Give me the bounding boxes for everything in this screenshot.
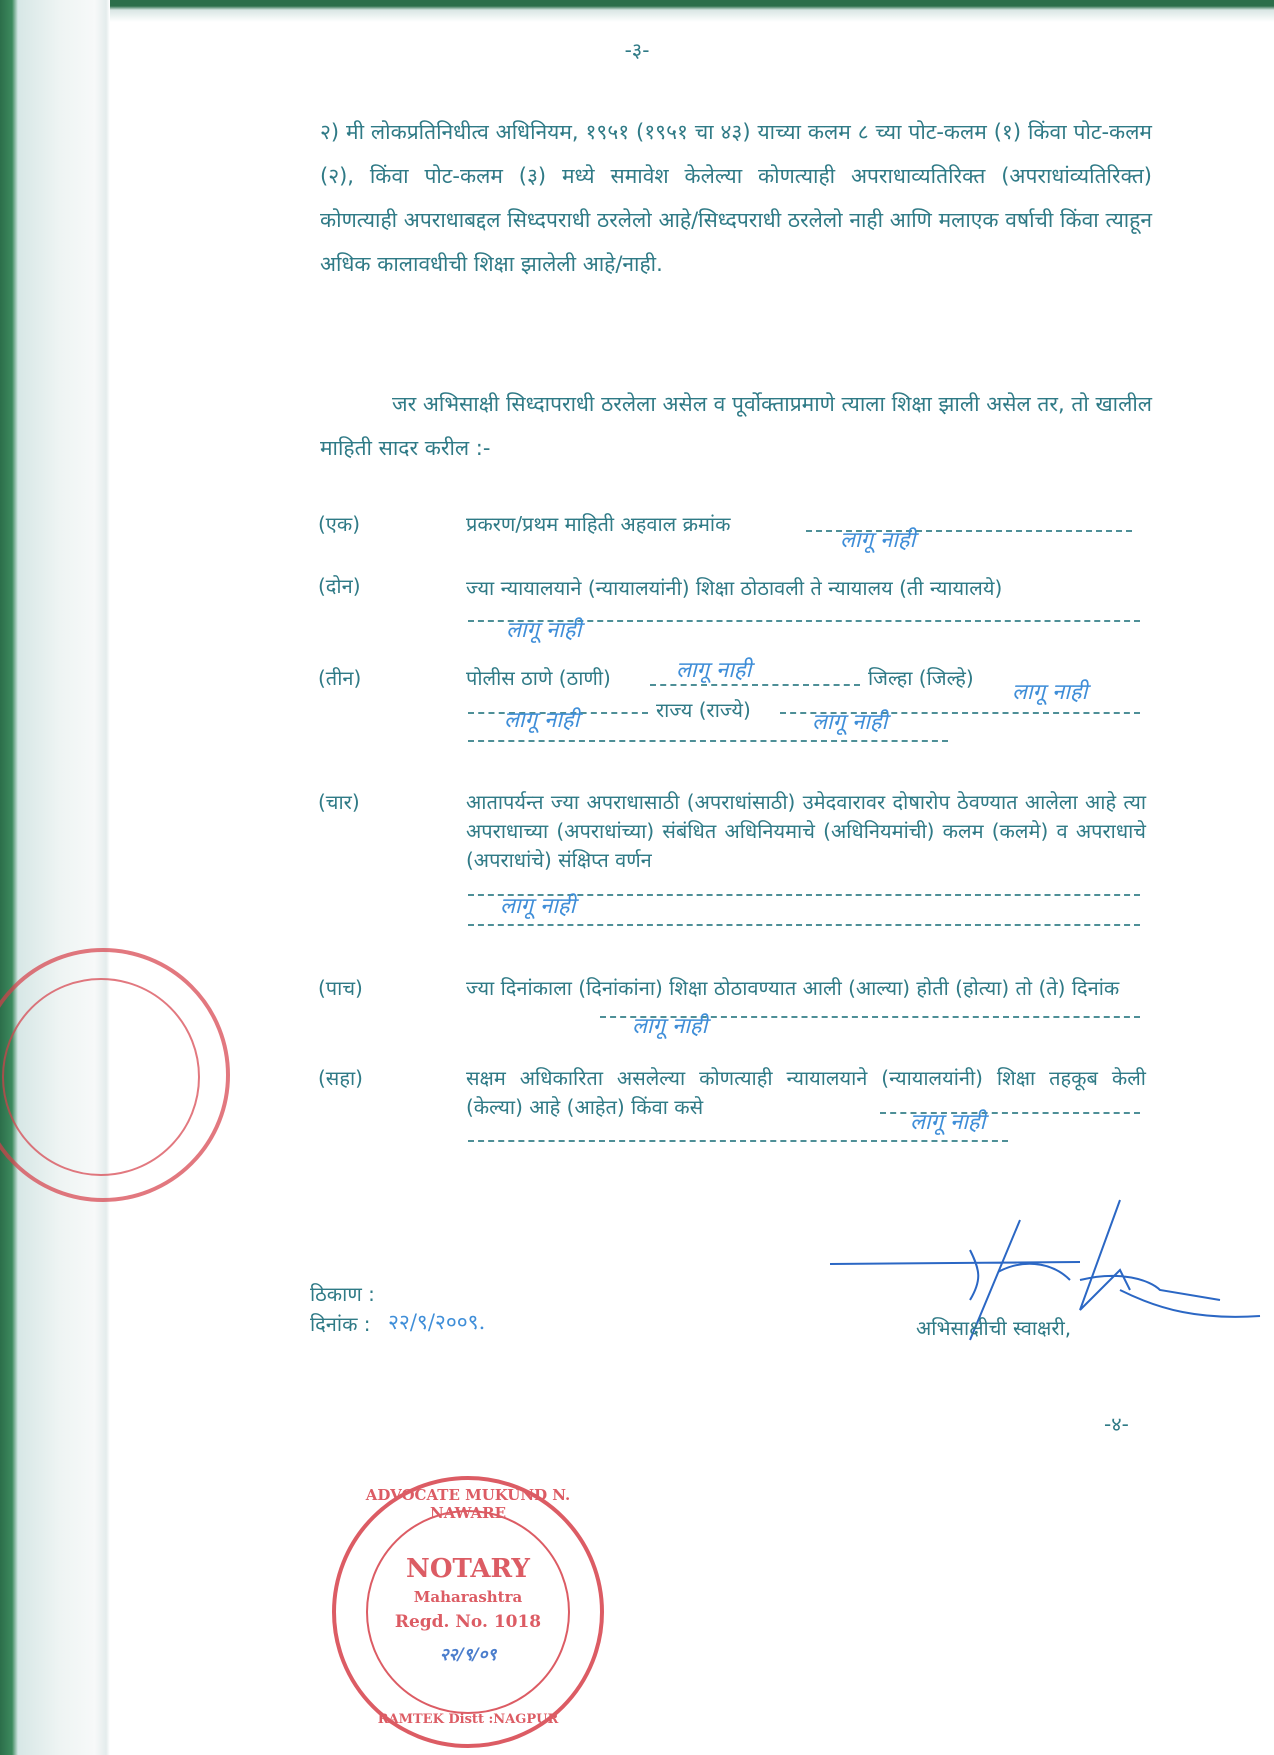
scan-top-edge	[0, 0, 1274, 22]
item-4-number: (चार)	[318, 790, 360, 814]
notary-stamp-partial	[0, 948, 230, 1202]
item-3-state-answer: लागू नाही	[812, 710, 888, 735]
next-page-number: -४-	[1104, 1412, 1129, 1436]
stamp-reg: Regd. No. 1018	[394, 1612, 542, 1632]
binding-edge	[0, 0, 110, 1755]
item-5-answer: लागू नाही	[632, 1014, 708, 1039]
stamp-title: NOTARY	[406, 1554, 530, 1584]
item-6-number: (सहा)	[318, 1066, 363, 1090]
item-3-state-prefix-answer: लागू नाही	[504, 708, 580, 733]
item-3-police-blank	[650, 684, 860, 686]
item-3-district-label: जिल्हा (जिल्हे)	[868, 666, 974, 690]
item-3-police-label: पोलीस ठाणे (ठाणी)	[466, 666, 611, 690]
stamp-place: RAMTEK Distt :NAGPUR	[377, 1712, 559, 1727]
item-3-extra-line	[468, 740, 948, 742]
item-1-text: प्रकरण/प्रथम माहिती अहवाल क्रमांक	[466, 512, 731, 536]
date-value: २२/९/२००९.	[388, 1310, 486, 1334]
item-6-blank-2	[468, 1140, 1008, 1142]
item-6-text: सक्षम अधिकारिता असलेल्या कोणत्याही न्यायालयाने (न्यायालयांनी) शिक्षा तहकूब केली (केल्या) आहे (आहेत) किंवा कसे	[466, 1066, 1146, 1119]
item-3-number: (तीन)	[318, 666, 362, 690]
item-1-number: (एक)	[318, 512, 361, 536]
item-1-answer: लागू नाही	[840, 528, 916, 553]
item-3-district-answer: लागू नाही	[1012, 680, 1088, 705]
instruction-paragraph: जर अभिसाक्षी सिध्दापराधी ठरलेला असेल व पूर्वोक्ताप्रमाणे त्याला शिक्षा झाली असेल तर, तो खालील माहिती सादर करील :-	[320, 392, 1152, 460]
item-5-number: (पाच)	[318, 976, 363, 1000]
place-label: ठिकाण :	[310, 1282, 375, 1306]
date-label: दिनांक :	[310, 1312, 371, 1336]
item-2-text: ज्या न्यायालयाने (न्यायालयांनी) शिक्षा ठोठावली ते न्यायालय (ती न्यायालये)	[466, 576, 1003, 600]
stamp-state: Maharashtra	[413, 1588, 523, 1606]
signature-label: अभिसाक्षीची स्वाक्षरी,	[916, 1316, 1072, 1340]
notary-stamp	[332, 1476, 604, 1748]
stamp-handwritten-date: २२/९/०९	[439, 1645, 497, 1665]
item-3-state-label: राज्य (राज्ये)	[656, 698, 751, 722]
declaration-paragraph: २) मी लोकप्रतिनिधीत्व अधिनियम, १९५१ (१९५१ चा ४३) याच्या कलम ८ च्या पोट-कलम (१) किंवा पोट-कलम (२), किंवा पोट-कलम (३) मध्ये समावेश केलेल्या कोणत्याही अपराधाव्यतिरिक्त (अपराधांव्यतिरिक्त) कोणत्याही अपराधाबद्दल सिध्दपराधी ठरलेलो आहे/सिध्दपराधी ठरलेलो नाही आणि मलाएक वर्षाची किंवा त्याहून अधिक कालावधीची शिक्षा झालेली आहे/नाही.	[320, 120, 1152, 276]
page-number: -३-	[624, 38, 650, 62]
stamp-ring-text: ADVOCATE MUKUND N. NAWARE	[365, 1486, 571, 1522]
item-2-number: (दोन)	[318, 574, 361, 598]
item-3-police-answer: लागू नाही	[676, 658, 752, 683]
item-4-blank-2	[468, 924, 1140, 926]
item-5-text: ज्या दिनांकाला (दिनांकांना) शिक्षा ठोठावण्यात आली (आल्या) होती (होत्या) तो (ते) दिनांक	[466, 976, 1120, 1000]
item-4-answer: लागू नाही	[500, 894, 576, 919]
item-2-answer: लागू नाही	[506, 618, 582, 643]
item-6-answer: लागू नाही	[910, 1110, 986, 1135]
item-4-text: आतापर्यन्त ज्या अपराधासाठी (अपराधांसाठी) उमेदवारावर दोषारोप ठेवण्यात आलेला आहे त्या अपराधाच्या (अपराधांच्या) संबंधित अधिनियमाचे (अधिनियमांची) कलम (कलमे) व अपराधाचे (अपराधांचे) संक्षिप्त वर्णन	[466, 790, 1146, 872]
